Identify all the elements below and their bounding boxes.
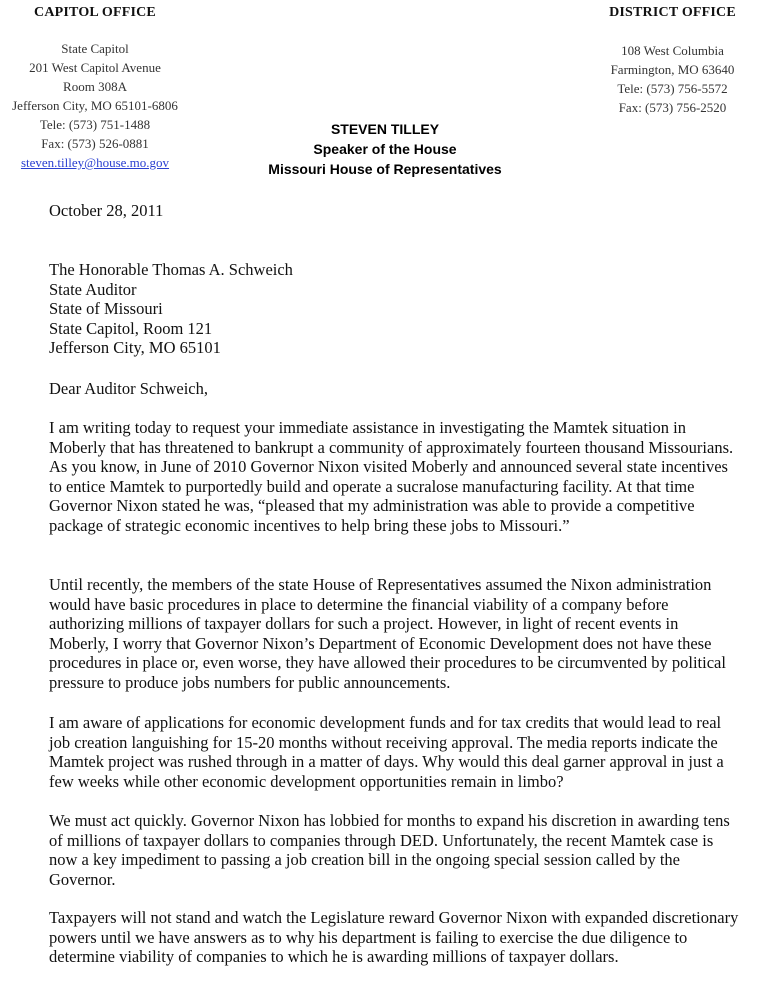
recipient-line: State of Missouri [49, 299, 163, 319]
body-paragraph: I am aware of applications for economic development funds and for tax credits that would lead to real job creation languishing for 15-20 months without receiving approval. The media reports indicate the Mamtek project was rushed through in a matter of days. Why would this deal garner approval in just a few weeks while other economic development opportunities remain in limbo? [49, 713, 724, 791]
body-paragraph: Taxpayers will not stand and watch the Legislature reward Governor Nixon with expanded discretionary powers until we have answers as to why his department is failing to exercise the due diligence to determine viability of companies to which he is awarding millions of taxpayer dollars. [49, 908, 739, 967]
recipient-line: State Auditor [49, 279, 137, 299]
letterhead [200, 119, 570, 179]
capitol-office-line: Tele: (573) 751-1488 [39, 117, 151, 132]
district-office-title: DISTRICT OFFICE [609, 5, 736, 20]
recipient-line: State Capitol, Room 121 [49, 318, 213, 338]
capitol-office-line: Fax: (573) 526-0881 [41, 136, 149, 151]
capitol-office-line: Jefferson City, MO 65101-6806 [12, 98, 178, 113]
body-paragraph: We must act quickly. Governor Nixon has lobbied for months to expand his discretion in awarding tens of millions of taxpayer dollars to companies through DED. Unfortunately, the recent Mamtek case is now a key impediment to passing a job creation bill in the ongoing special session called by the Governor. [49, 811, 730, 889]
body-paragraph: I am writing today to request your immediate assistance in investigating the Mamtek situation in Moberly that has threatened to bankrupt a community of approximately fourteen thousand Missourians. As you know, in June of 2010 Governor Nixon visited Moberly and announced several state incentives to entice Mamtek to purportedly build and operate a sucralose manufacturing facility. At that time Governor Nixon stated he was, “pleased that my administration was able to provide a competitive package of strategic economic incentives to help bring these jobs to Missouri.” [49, 418, 734, 535]
sender-organization: Missouri House of Representatives [268, 161, 502, 177]
recipient-address [49, 260, 749, 358]
district-office-line: Farmington, MO 63640 [610, 62, 735, 77]
body-paragraph: Until recently, the members of the state House of Representatives assumed the Nixon administration would have basic procedures in place to determine the financial viability of a company before authorizing millions of taxpayer dollars for such a project. However, in light of recent events in Moberly, I worry that Governor Nixon’s Department of Economic Development does not have these procedures in place or, even worse, they have allowed their procedures to be circumvented by political pressure to produce jobs numbers for public announcements. [49, 575, 726, 692]
capitol-office-block [0, 5, 190, 172]
capitol-office-line: 201 West Capitol Avenue [29, 60, 161, 75]
recipient-line: The Honorable Thomas A. Schweich [49, 260, 293, 279]
capitol-office-line: State Capitol [61, 41, 129, 56]
letter-date: October 28, 2011 [49, 201, 164, 220]
district-office-line: Tele: (573) 756-5572 [617, 81, 728, 96]
email-link[interactable]: steven.tilley@house.mo.gov [20, 155, 170, 170]
sender-position: Speaker of the House [313, 141, 457, 157]
capitol-office-title: CAPITOL OFFICE [34, 5, 156, 20]
district-office-block [578, 5, 767, 117]
salutation: Dear Auditor Schweich, [49, 379, 208, 398]
district-office-line: 108 West Columbia [621, 43, 724, 58]
recipient-line: Jefferson City, MO 65101 [49, 338, 221, 358]
capitol-office-line: Room 308A [63, 79, 127, 94]
district-office-line: Fax: (573) 756-2520 [618, 100, 727, 115]
sender-name: STEVEN TILLEY [330, 121, 440, 137]
